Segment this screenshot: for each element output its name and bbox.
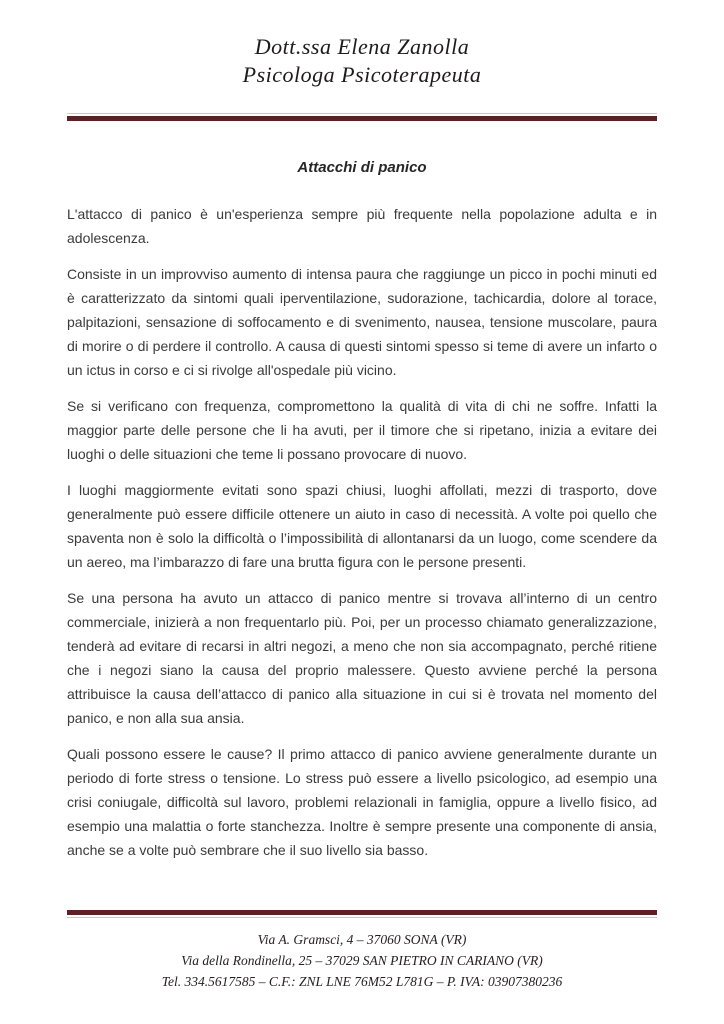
paragraph-symptoms: Consiste in un improvviso aumento di intensa paura che raggiunge un picco in pochi minuti ed è caratterizzato da sintomi quali iperventilazione, sudorazione, tachicardia, dolore al torace, palpitazioni, sensazione di soffocamento e di svenimento, nausea, tensione muscolare, paura di morire o di perdere il controllo. A causa di questi sintomi spesso si teme di avere un infarto o un ictus in corso e ci si rivolge all'ospedale più vicino. xyxy=(67,266,657,378)
letterhead xyxy=(67,33,657,89)
paragraph-generalization: Se una persona ha avuto un attacco di panico mentre si trovava all’interno di un centro commerciale, inizierà a non frequentarlo più. Poi, per un processo chiamato generalizzazione, tenderà ad evitare di recarsi in altri negozi, a meno che non sia accompagnato, perché ritiene che i negozi siano la causa del proprio malessere. Questo avviene perché la persona attribuisce la causa dell’attacco di panico alla situazione in cui si è trovata nel momento del panico, e non alla sua ansia. xyxy=(67,590,657,726)
document-body xyxy=(67,202,657,862)
footer-address xyxy=(67,929,657,992)
paragraph-frequency: Se si verificano con frequenza, compromettono la qualità di vita di chi ne soffre. Infatti la maggior parte delle persone che li ha avuti, per il timore che si ripetano, inizia a evitare dei luoghi o delle situazioni che teme li possano provocare di nuovo. xyxy=(67,398,657,462)
document-title: Attacchi di panico xyxy=(297,159,427,176)
footer-rule-thin-line xyxy=(67,917,657,918)
footer-address-line-2: Via della Rondinella, 25 – 37029 SAN PIETRO IN CARIANO (VR) xyxy=(181,953,543,968)
header-rule xyxy=(67,113,657,121)
footer-contact-line: Tel. 334.5617585 – C.F.: ZNL LNE 76M52 L781G – P. IVA: 03907380236 xyxy=(161,974,563,989)
footer-address-line-1: Via A. Gramsci, 4 – 37060 SONA (VR) xyxy=(257,932,467,947)
paragraph-causes: Quali possono essere le cause? Il primo attacco di panico avviene generalmente durante un periodo di forte stress o tensione. Lo stress può essere a livello psicologico, ad esempio una crisi coniugale, difficoltà sul lavoro, problemi relazionali in famiglia, oppure a livello fisico, ad esempio una malattia o forte stanchezza. Inoltre è sempre presente una componente di ansia, anche se a volte può sembrare che il suo livello sia basso. xyxy=(67,746,657,858)
paragraph-avoided-places: I luoghi maggiormente evitati sono spazi chiusi, luoghi affollati, mezzi di trasporto, dove generalmente può essere difficile ottenere un aiuto in caso di necessità. A volte poi quello che spaventa non è solo la difficoltà o l’impossibilità di allontanarsi da un luogo, come scendere da un aereo, ma l’imbarazzo di fare una brutta figura con le persone presenti. xyxy=(67,482,657,570)
footer-rule xyxy=(67,910,657,918)
doctor-name: Dott.ssa Elena Zanolla xyxy=(254,34,470,59)
doctor-profession: Psicologa Psicoterapeuta xyxy=(242,62,482,87)
paragraph-intro: L'attacco di panico è un'esperienza sempre più frequente nella popolazione adulta e in adolescenza. xyxy=(67,206,657,246)
header-rule-thick-line xyxy=(67,116,657,121)
